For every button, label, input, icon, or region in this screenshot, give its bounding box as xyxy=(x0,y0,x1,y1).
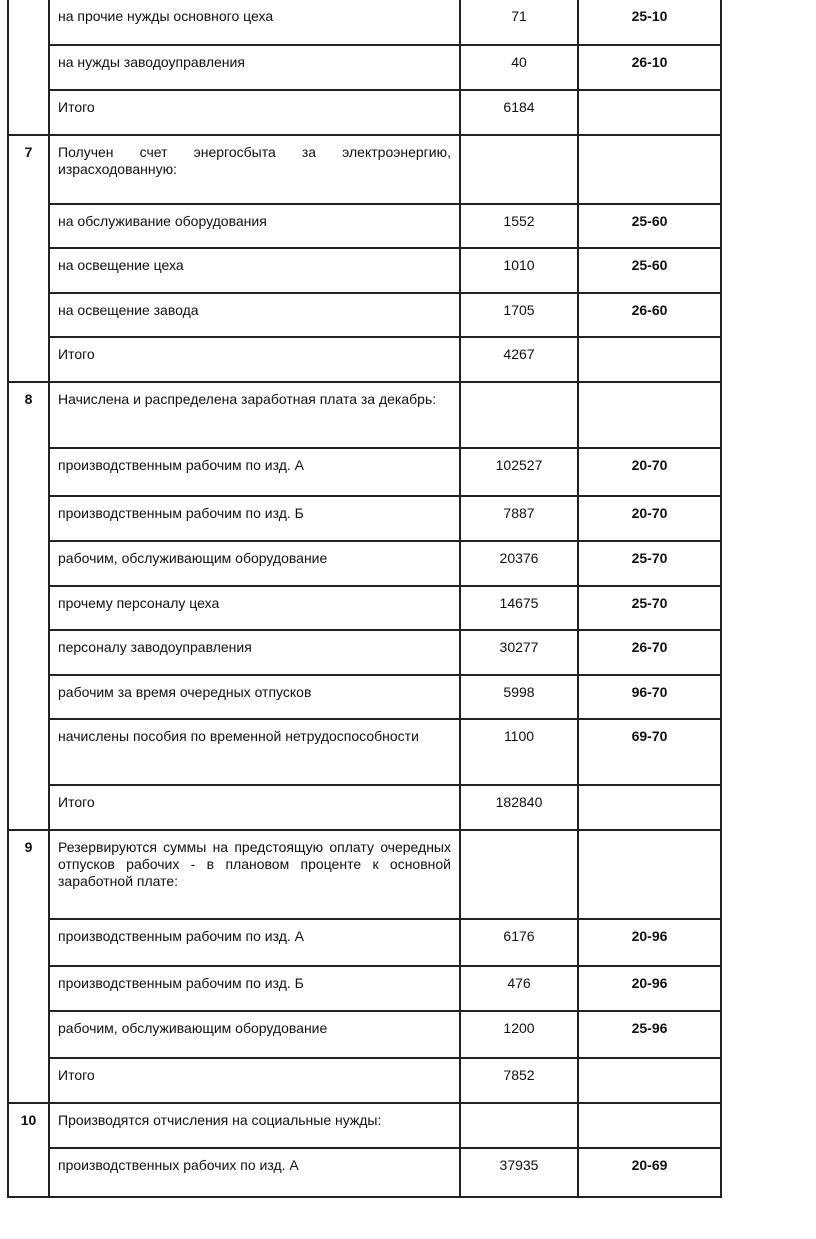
entry-account: 25-70 xyxy=(578,586,721,630)
entry-account: 26-10 xyxy=(578,45,721,90)
entry-account xyxy=(578,135,721,204)
entry-amount xyxy=(460,1103,578,1148)
entry-description: прочему персоналу цеха xyxy=(49,586,460,630)
entry-account: 26-70 xyxy=(578,630,721,675)
entry-number xyxy=(8,0,49,135)
entry-account: 20-69 xyxy=(578,1148,721,1197)
table-row xyxy=(8,830,721,919)
entry-account: 25-60 xyxy=(578,248,721,293)
entry-description: Получен счет энергосбыта за электроэнергию, израсходованную: xyxy=(49,135,460,204)
entry-amount: 7852 xyxy=(460,1058,578,1103)
entry-amount: 5998 xyxy=(460,675,578,719)
entry-description: на освещение завода xyxy=(49,293,460,337)
entry-account: 69-70 xyxy=(578,719,721,785)
entry-amount: 102527 xyxy=(460,448,578,496)
entry-amount: 7887 xyxy=(460,496,578,541)
entry-amount xyxy=(460,135,578,204)
entry-description: на освещение цеха xyxy=(49,248,460,293)
entry-description: рабочим за время очередных отпусков xyxy=(49,675,460,719)
table-row xyxy=(8,248,721,293)
entry-amount xyxy=(460,830,578,919)
table-row xyxy=(8,630,721,675)
entry-description: Итого xyxy=(49,785,460,830)
entry-number: 10 xyxy=(8,1103,49,1197)
entry-account: 25-60 xyxy=(578,204,721,248)
entry-amount: 1010 xyxy=(460,248,578,293)
entry-account: 25-10 xyxy=(578,0,721,45)
entry-account xyxy=(578,830,721,919)
entry-account xyxy=(578,337,721,382)
table-row xyxy=(8,586,721,630)
entry-description: производственным рабочим по изд. Б xyxy=(49,496,460,541)
table-row xyxy=(8,496,721,541)
table-row xyxy=(8,90,721,135)
table-row xyxy=(8,719,721,785)
entry-account xyxy=(578,382,721,448)
table-row xyxy=(8,966,721,1011)
entry-amount: 71 xyxy=(460,0,578,45)
entry-number: 8 xyxy=(8,382,49,830)
entry-account: 25-70 xyxy=(578,541,721,586)
entry-description: производственным рабочим по изд. А xyxy=(49,919,460,966)
table-row xyxy=(8,337,721,382)
entry-description: персоналу заводоуправления xyxy=(49,630,460,675)
entry-description: Итого xyxy=(49,90,460,135)
table-row xyxy=(8,382,721,448)
entry-account: 20-70 xyxy=(578,448,721,496)
entry-description: Производятся отчисления на социальные нужды: xyxy=(49,1103,460,1148)
entry-amount: 4267 xyxy=(460,337,578,382)
entry-account: 20-96 xyxy=(578,966,721,1011)
entry-description: Резервируются суммы на предстоящую оплату очередных отпусков рабочих - в плановом проценте к основной заработной плате: xyxy=(49,830,460,919)
entry-number: 9 xyxy=(8,830,49,1103)
table-row xyxy=(8,45,721,90)
table-row xyxy=(8,785,721,830)
entry-amount: 1705 xyxy=(460,293,578,337)
table-row xyxy=(8,204,721,248)
entry-amount: 1100 xyxy=(460,719,578,785)
entry-description: производственным рабочим по изд. А xyxy=(49,448,460,496)
entry-account: 96-70 xyxy=(578,675,721,719)
entry-amount: 6176 xyxy=(460,919,578,966)
entry-amount: 40 xyxy=(460,45,578,90)
entry-amount: 20376 xyxy=(460,541,578,586)
entry-account xyxy=(578,1058,721,1103)
entry-amount: 182840 xyxy=(460,785,578,830)
entry-description: на нужды заводоуправления xyxy=(49,45,460,90)
table-row xyxy=(8,0,721,45)
entry-account xyxy=(578,1103,721,1148)
table-row xyxy=(8,1148,721,1197)
entry-amount: 6184 xyxy=(460,90,578,135)
accounting-entries-table xyxy=(7,0,722,1198)
entry-number: 7 xyxy=(8,135,49,382)
entry-amount xyxy=(460,382,578,448)
entry-description: рабочим, обслуживающим оборудование xyxy=(49,1011,460,1058)
entry-account: 20-96 xyxy=(578,919,721,966)
entry-description: производственных рабочих по изд. А xyxy=(49,1148,460,1197)
entry-amount: 1552 xyxy=(460,204,578,248)
entry-description: рабочим, обслуживающим оборудование xyxy=(49,541,460,586)
table-row xyxy=(8,1011,721,1058)
entry-description: начислены пособия по временной нетрудоспособности xyxy=(49,719,460,785)
table-row xyxy=(8,675,721,719)
table-row xyxy=(8,293,721,337)
entry-account: 26-60 xyxy=(578,293,721,337)
entry-description: Начислена и распределена заработная плата за декабрь: xyxy=(49,382,460,448)
entry-description: на прочие нужды основного цеха xyxy=(49,0,460,45)
table-row xyxy=(8,919,721,966)
entry-description: производственным рабочим по изд. Б xyxy=(49,966,460,1011)
entry-description: Итого xyxy=(49,337,460,382)
table-body xyxy=(8,0,721,1197)
entry-amount: 30277 xyxy=(460,630,578,675)
entry-amount: 37935 xyxy=(460,1148,578,1197)
table-row xyxy=(8,135,721,204)
table-row xyxy=(8,1058,721,1103)
table-row xyxy=(8,541,721,586)
entry-account: 25-96 xyxy=(578,1011,721,1058)
entry-account xyxy=(578,90,721,135)
table-row xyxy=(8,1103,721,1148)
entry-account: 20-70 xyxy=(578,496,721,541)
entry-amount: 14675 xyxy=(460,586,578,630)
entry-description: на обслуживание оборудования xyxy=(49,204,460,248)
entry-account xyxy=(578,785,721,830)
entry-description: Итого xyxy=(49,1058,460,1103)
entry-amount: 476 xyxy=(460,966,578,1011)
entry-amount: 1200 xyxy=(460,1011,578,1058)
table-row xyxy=(8,448,721,496)
